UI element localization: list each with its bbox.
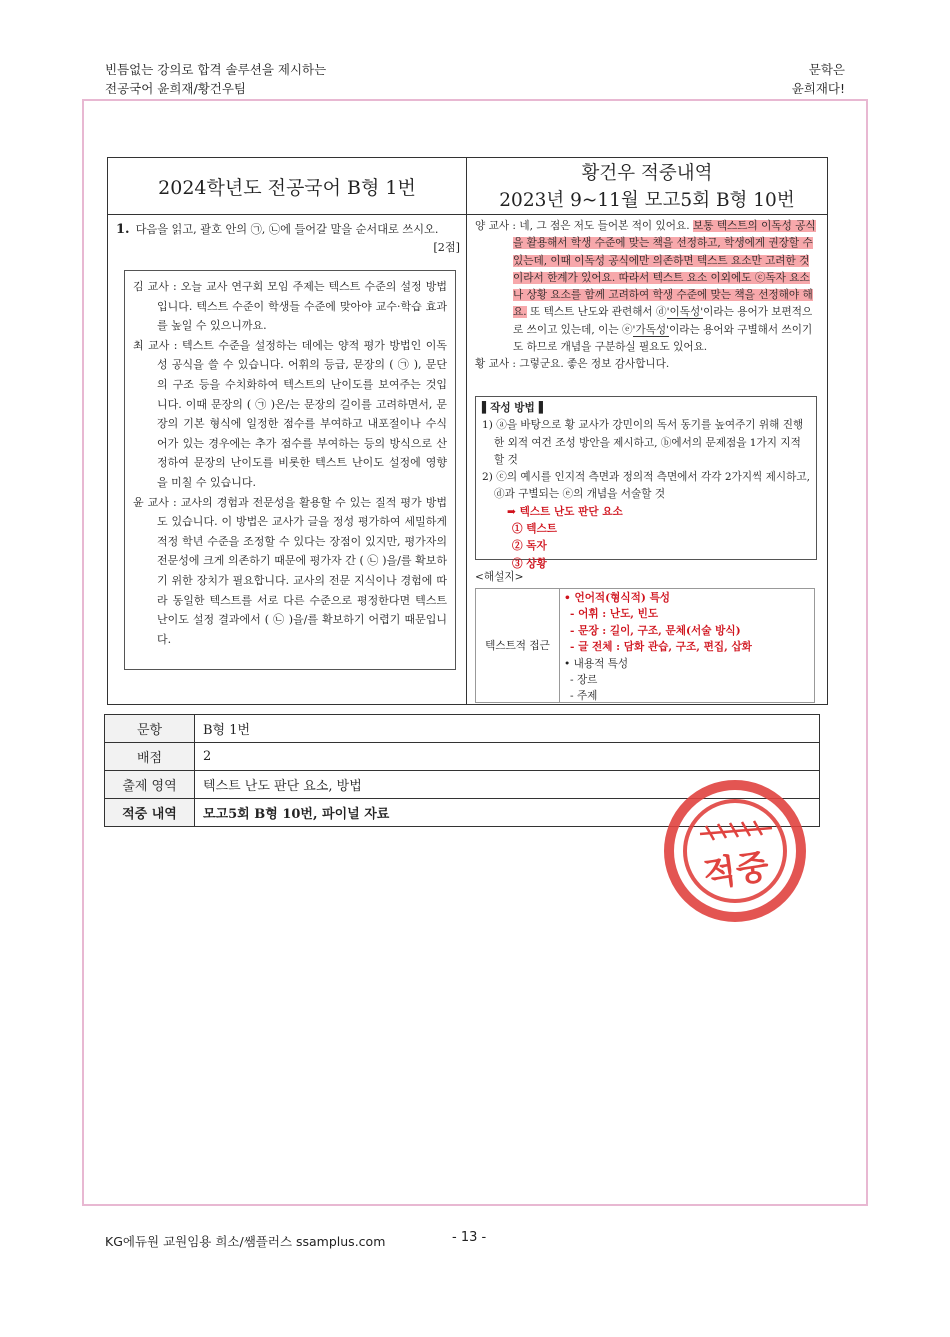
info-key: 배점 <box>105 743 195 771</box>
question-text: 다음을 읽고, 괄호 안의 ㉠, ㉡에 들어갈 말을 순서대로 쓰시오. <box>135 223 439 236</box>
info-value: B형 1번 <box>195 715 820 743</box>
svg-text:적중: 적중 <box>700 846 772 896</box>
yang-text-4: 이라는 용어와 구별해서 쓰이기도 하므로 개념을 구분하실 필요도 있어요. <box>513 323 813 354</box>
hwang-text: 그렇군요. 좋은 정보 감사합니다. <box>519 358 670 371</box>
dialogue-choi: 최 교사 : 텍스트 수준을 설정하는 데에는 양적 평가 방법인 이독성 공식을 쓸 수 있습니다. 어휘의 등급, 문장의 ( ㉠ ), 문단의 구조 등을 수치화하여 텍스트의 난이도를 보여주는 것입니다. 이때 문장의 ( ㉠ )은/는 문장의 길이를 고려하면서, 문장의 기본 형식에 일정한 점수를 부여하고 내포절이나 수식어가 있는 경우에는 추가 점수를 부여하는 등의 방식으로 산정하여 문장의 난이도를 비롯한 텍스트 난이도 설정에 영향을 미칠 수 있습니다. <box>133 338 447 489</box>
header-right-line1: 문학은 <box>808 62 845 77</box>
commentary-key: 텍스트적 접근 <box>476 589 560 702</box>
info-key: 출제 영역 <box>105 771 195 799</box>
mock-dialogue <box>475 218 819 374</box>
dialogue-hwang <box>475 356 819 373</box>
hwang-label: 황 교사 : <box>475 358 517 371</box>
method-box <box>475 396 817 570</box>
commentary-line: - 주제 <box>570 690 598 703</box>
dialogue-yang <box>475 218 819 356</box>
answer-reader: ② 독자 <box>512 540 547 553</box>
dialogue-kim: 김 교사 : 오늘 교사 연구회 모임 주제는 텍스트 수준의 설정 방법입니다. 텍스트 수준이 학생들 수준에 맞아야 교수·학습 효과를 높일 수 있으니까요. <box>133 280 447 333</box>
question-number: 1. <box>116 222 130 237</box>
dialogue-yoon: 윤 교사 : 교사의 경험과 전문성을 활용할 수 있는 질적 평가 방법도 있습니다. 이 방법은 교사가 글을 정성 평가하여 세밀하게 적정 학년 수준을 조정할 수 있다는 장점이 있지만, 평가자의 전문성에 크게 의존하기 때문에 평가자 간 ( ㉡ )을/를 확보하기 위한 장치가 필요합니다. 교사의 전문 지식이나 경험에 따라 동일한 텍스트를 서로 다른 수준으로 평정한다면 텍스트 난이도 설정 결과에서 ( ㉡ )을/를 확보하기 어렵기 때문입니다. <box>133 495 447 646</box>
commentary-table <box>475 588 815 703</box>
commentary-values <box>564 590 752 705</box>
yang-text-2: 또 텍스트 난도와 관련해서 ⓓ <box>529 306 667 319</box>
header-right-line2: 윤희재다! <box>791 81 845 96</box>
yang-term-2: '가독성' <box>632 323 670 336</box>
footer-publisher: KG에듀원 교원임용 희소/쌤플러스 ssamplus.com <box>105 1234 386 1249</box>
answer-situation: ③ 상황 <box>512 557 547 570</box>
info-value: 모고5회 B형 10번, 파이널 자료 <box>195 799 820 827</box>
page-number: - 13 - <box>452 1230 487 1245</box>
question-stem <box>116 221 460 257</box>
exam-column <box>108 158 467 704</box>
exam-title: 2024학년도 전공국어 B형 1번 <box>108 158 466 215</box>
method-title: ▌작성 방법▐ <box>482 402 543 414</box>
table-row <box>105 743 820 771</box>
mock-title-line1: 황건우 적중내역 <box>581 163 713 184</box>
commentary-line: • 내용적 특성 <box>564 657 629 670</box>
header-left <box>105 60 326 98</box>
header-left-line1: 빈틈없는 강의로 합격 솔루션을 제시하는 <box>105 62 327 77</box>
yang-label: 양 교사 : <box>475 220 517 232</box>
answer-text: ① 텍스트 <box>512 523 557 536</box>
info-key: 적중 내역 <box>105 799 195 827</box>
yang-term-1: '이독성' <box>666 306 704 319</box>
hit-stamp-icon <box>662 778 808 924</box>
question-score: [2점] <box>433 241 460 254</box>
method-item-2: 2) ⓒ의 예시를 인지적 측면과 정의적 측면에서 각각 2가지씩 제시하고, ⓓ과 구별되는 ⓔ의 개념을 서술할 것 <box>482 471 810 501</box>
mock-title <box>467 158 827 215</box>
header-left-line2: 전공국어 윤희재/황건우팀 <box>105 81 247 96</box>
comparison-table <box>107 157 828 705</box>
commentary-line: • 언어적(형식적) 특성 <box>564 592 671 604</box>
method-item-1: 1) ⓐ을 바탕으로 황 교사가 강민이의 독서 동기를 높여주기 위해 진행한 외적 여건 조성 방안을 제시하고, ⓑ에서의 문제점을 1가지 지적할 것 <box>482 419 804 466</box>
commentary-line: - 문장 : 길이, 구조, 문체(서술 방식) <box>570 624 741 637</box>
info-value: 2 <box>195 743 820 771</box>
table-row <box>105 715 820 743</box>
mock-column <box>467 158 827 704</box>
info-key: 문항 <box>105 715 195 743</box>
yang-text-3: 이라는 용어가 보편적으로 쓰이고 있는데, 이는 ⓔ <box>513 306 813 336</box>
header-right <box>792 60 845 98</box>
info-value: 텍스트 난도 판단 요소, 방법 <box>195 771 820 799</box>
dialogue-box <box>124 270 456 670</box>
mock-title-line2: 2023년 9~11월 모고5회 B형 10번 <box>499 190 795 211</box>
commentary-line: - 어휘 : 난도, 빈도 <box>570 608 659 621</box>
commentary-label: <해설지> <box>475 571 524 583</box>
commentary-line: - 글 전체 : 담화 관습, 구조, 편집, 삽화 <box>570 641 752 654</box>
commentary-line: - 장르 <box>570 674 598 687</box>
answer-heading: ➡ 텍스트 난도 판단 요소 <box>507 505 623 518</box>
yang-highlight: 보통 텍스트의 이독성 공식을 활용해서 학생 수준에 맞는 책을 선정하고, 학생에게 권장할 수 있는데, 이때 이독성 공식에만 의존하면 텍스트 요소만 고려한 것이라서 한계가 있어요. 따라서 텍스트 요소 이외에도 ⓒ독자 요소나 상황 요소를 함께 고려하여 학생 수준에 맞는 책을 선정해야 해요. <box>513 220 816 319</box>
yang-text-1: 네, 그 점은 저도 들어본 적이 있어요. <box>519 220 690 232</box>
